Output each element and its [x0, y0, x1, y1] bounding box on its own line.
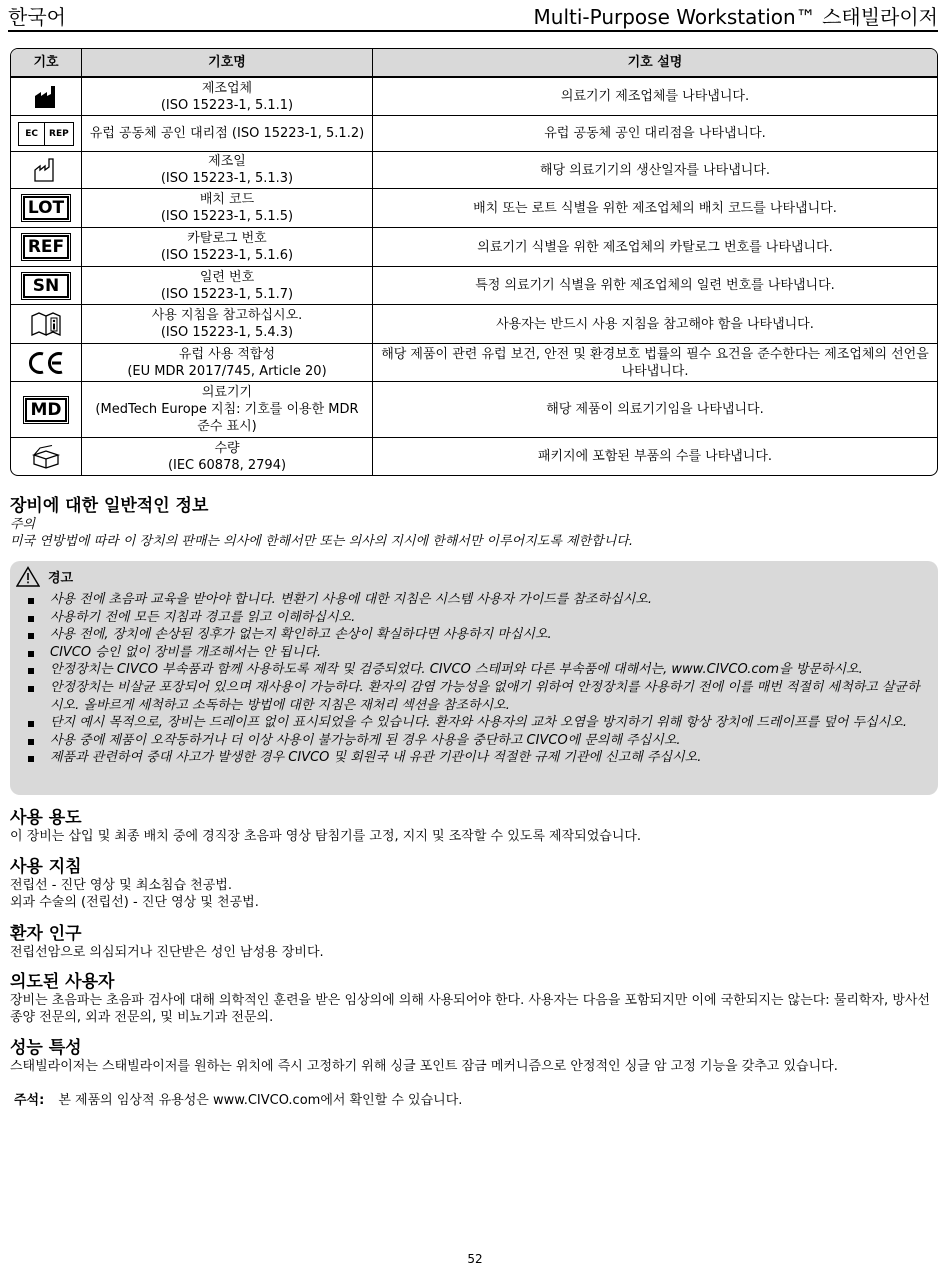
column-header-description: 기호 설명 [373, 49, 937, 78]
list-item: 안정장치는 비살균 포장되어 있으며 재사용이 가능하다. 환자의 감염 가능성을 없애기 위하여 안정장치를 사용하기 전에 이를 매번 적절히 세척하고 살균하시오. 올바르게 세척하고 소독하는 방법에 대한 지침은 재처리 섹션을 참조하시오. [26, 679, 926, 714]
quantity-box-icon [30, 445, 62, 469]
symbol-name-line: 유럽 공동체 공인 대리점 (ISO 15223-1, 5.1.2) [82, 116, 373, 152]
indication-line: 전립선 - 진단 영상 및 최소침습 천공법. [10, 878, 232, 893]
symbol-description: 의료기기 제조업체를 나타냅니다. [373, 78, 937, 116]
list-item: CIVCO 승인 없이 장비를 개조해서는 안 됩니다. [26, 644, 926, 662]
instructions-icon [30, 311, 62, 337]
table-row [11, 305, 937, 344]
performance-heading: 성능 특성 [10, 1038, 82, 1058]
symbol-name-line: 카탈로그 번호 [187, 231, 267, 246]
intended-use-section [10, 803, 641, 845]
column-header-symbol: 기호 [11, 49, 82, 78]
warning-box [10, 561, 938, 795]
list-item: 안정장치는 CIVCO 부속품과 함께 사용하도록 제작 및 검증되었다. CIVCO 스테퍼와 다른 부속품에 대해서는, www.CIVCO.com을 방문하시오. [26, 661, 926, 679]
list-item: 사용 전에, 장치에 손상된 징후가 없는지 확인하고 손상이 확실하다면 사용하지 마십시오. [26, 626, 926, 644]
population-section [10, 919, 324, 961]
symbol-description: 배치 또는 로트 식별을 위한 제조업체의 배치 코드를 나타냅니다. [373, 189, 937, 228]
symbol-name-line: 배치 코드 [199, 192, 255, 207]
symbol-name-line: (ISO 15223-1, 5.1.6) [160, 248, 294, 263]
users-text: 장비는 초음파는 초음파 검사에 대해 의학적인 훈련을 받은 임상의에 의해 사용되어야 한다. 사용자는 다음을 포함되지만 이에 국한되지는 않는다: 물리학자, 방사선 종양 전문의, 외과 전문의, 및 비뇨기과 전문의. [10, 993, 930, 1025]
note-label: 주석: [14, 1093, 45, 1108]
symbol-name-line: 의료기기 [201, 385, 253, 400]
ec-label: EC [19, 123, 45, 145]
md-icon: MD [25, 398, 66, 422]
page-header [8, 0, 938, 32]
intended-use-heading: 사용 용도 [10, 808, 82, 828]
indications-section [10, 852, 259, 911]
symbol-name-line: (IEC 60878, 2794) [167, 457, 287, 473]
symbol-name-line: 준수 표시) [197, 419, 257, 434]
indication-line: 외과 수술의 (전립선) - 진단 영상 및 천공법. [10, 895, 259, 910]
indications-heading: 사용 지침 [10, 857, 82, 877]
symbol-name-line: 제조일 [208, 154, 246, 169]
performance-text: 스태빌라이저는 스태빌라이저를 원하는 위치에 즉시 고정하기 위해 싱글 포인트 잠금 메커니즘으로 안정적인 싱글 암 고정 기능을 갖추고 있습니다. [10, 1059, 838, 1074]
symbol-name-line: (ISO 15223-1, 5.1.1) [160, 97, 294, 113]
document-title: Multi-Purpose Workstation™ 스태빌라이저 [533, 5, 938, 29]
general-info-section [10, 491, 633, 550]
column-header-name: 기호명 [82, 49, 373, 78]
performance-section [10, 1033, 938, 1075]
sn-icon: SN [23, 274, 69, 298]
symbol-name-line: (ISO 15223-1, 5.1.7) [160, 286, 294, 302]
symbol-name-line: (ISO 15223-1, 5.1.3) [160, 171, 294, 186]
general-info-heading: 장비에 대한 일반적인 정보 [10, 496, 209, 516]
users-heading: 의도된 사용자 [10, 972, 115, 992]
symbol-description: 특정 의료기기 식별을 위한 제조업체의 일련 번호를 나타냅니다. [373, 267, 937, 305]
table-row [11, 116, 937, 152]
list-item: 사용하기 전에 모든 지침과 경고를 읽고 이해하십시오. [26, 609, 926, 627]
symbol-name-line: (EU MDR 2017/745, Article 20) [127, 363, 327, 379]
symbol-name-line: (ISO 15223-1, 5.4.3) [160, 325, 294, 340]
symbols-table [10, 48, 938, 476]
manufacturer-icon [33, 84, 59, 110]
note-text: 본 제품의 임상적 유용성은 www.CIVCO.com에서 확인할 수 있습니다. [58, 1093, 463, 1108]
language-label: 한국어 [8, 5, 66, 29]
page-number: 52 [467, 1252, 483, 1266]
caution-label: 주의 [10, 517, 36, 532]
table-row [11, 152, 937, 189]
symbol-description: 사용자는 반드시 사용 지침을 참고해야 함을 나타냅니다. [373, 305, 937, 344]
warning-list [26, 591, 926, 767]
population-heading: 환자 인구 [10, 924, 82, 944]
rep-label: REP [49, 128, 69, 139]
table-row [11, 382, 937, 438]
intended-use-text: 이 장비는 삽입 및 최종 배치 중에 경직장 초음파 영상 탐침기를 고정, 지지 및 조작할 수 있도록 제작되었습니다. [10, 829, 642, 844]
list-item: 제품과 관련하여 중대 사고가 발생한 경우 CIVCO 및 회원국 내 유관 기관이나 적절한 규제 기관에 신고해 주십시오. [26, 749, 926, 767]
warning-label: 경고 [48, 571, 74, 586]
ref-icon: REF [23, 235, 69, 259]
symbol-description: 유럽 공동체 공인 대리점을 나타냅니다. [373, 116, 937, 152]
symbol-description: 패키지에 포함된 부품의 수를 나타냅니다. [537, 449, 773, 464]
symbol-name-line: (MedTech Europe 지침: 기호를 이용한 MDR [95, 402, 359, 417]
symbol-name-line: 사용 지침을 참고하십시오. [151, 308, 303, 323]
symbol-name-line: (ISO 15223-1, 5.1.5) [160, 209, 294, 224]
date-of-manufacture-icon [32, 156, 60, 184]
symbol-name-line: 제조업체 [201, 80, 253, 96]
symbol-description: 의료기기 식별을 위한 제조업체의 카탈로그 번호를 나타냅니다. [373, 228, 937, 267]
population-text: 전립선암으로 의심되거나 진단받은 성인 남성용 장비다. [10, 945, 324, 960]
symbol-description: 해당 의료기기의 생산일자를 나타냅니다. [373, 152, 937, 189]
list-item: 사용 중에 제품이 오작동하거나 더 이상 사용이 불가능하게 된 경우 사용을 중단하고 CIVCO에 문의해 주십시오. [26, 732, 926, 750]
list-item: 사용 전에 초음파 교육을 받아야 합니다. 변환기 사용에 대한 지침은 시스템 사용자 가이드를 참조하십시오. [26, 591, 926, 609]
table-header-row [11, 49, 937, 78]
symbol-description: 해당 제품이 의료기기임을 나타냅니다. [373, 382, 937, 438]
table-row [11, 344, 937, 382]
table-row [11, 228, 937, 267]
table-row [11, 189, 937, 228]
symbol-name-line: 유럽 사용 적합성 [178, 346, 276, 362]
symbol-name-line: 수량 [214, 440, 240, 456]
ec-rep-icon [13, 122, 79, 146]
table-row [11, 78, 937, 116]
ce-mark-icon [26, 350, 66, 376]
note [14, 1089, 462, 1108]
symbol-name-line: 일련 번호 [199, 269, 255, 285]
symbol-description: 해당 제품이 관련 유럽 보건, 안전 및 환경보호 법률의 필수 요건을 준수한다는 제조업체의 선언을 나타냅니다. [373, 344, 937, 382]
warning-header [16, 566, 73, 587]
users-section [10, 967, 938, 1026]
table-row [11, 438, 937, 475]
lot-icon: LOT [23, 196, 69, 220]
table-row [11, 267, 937, 305]
list-item: 단지 예시 목적으로, 장비는 드레이프 없이 표시되었을 수 있습니다. 환자와 사용자의 교차 오염을 방지하기 위해 항상 장치에 드레이프를 덮어 두십시오. [26, 714, 926, 732]
caution-text: 미국 연방법에 따라 이 장치의 판매는 의사에 한해서만 또는 의사의 지시에 한해서만 이루어지도록 제한합니다. [10, 534, 633, 549]
warning-triangle-icon [16, 566, 40, 587]
